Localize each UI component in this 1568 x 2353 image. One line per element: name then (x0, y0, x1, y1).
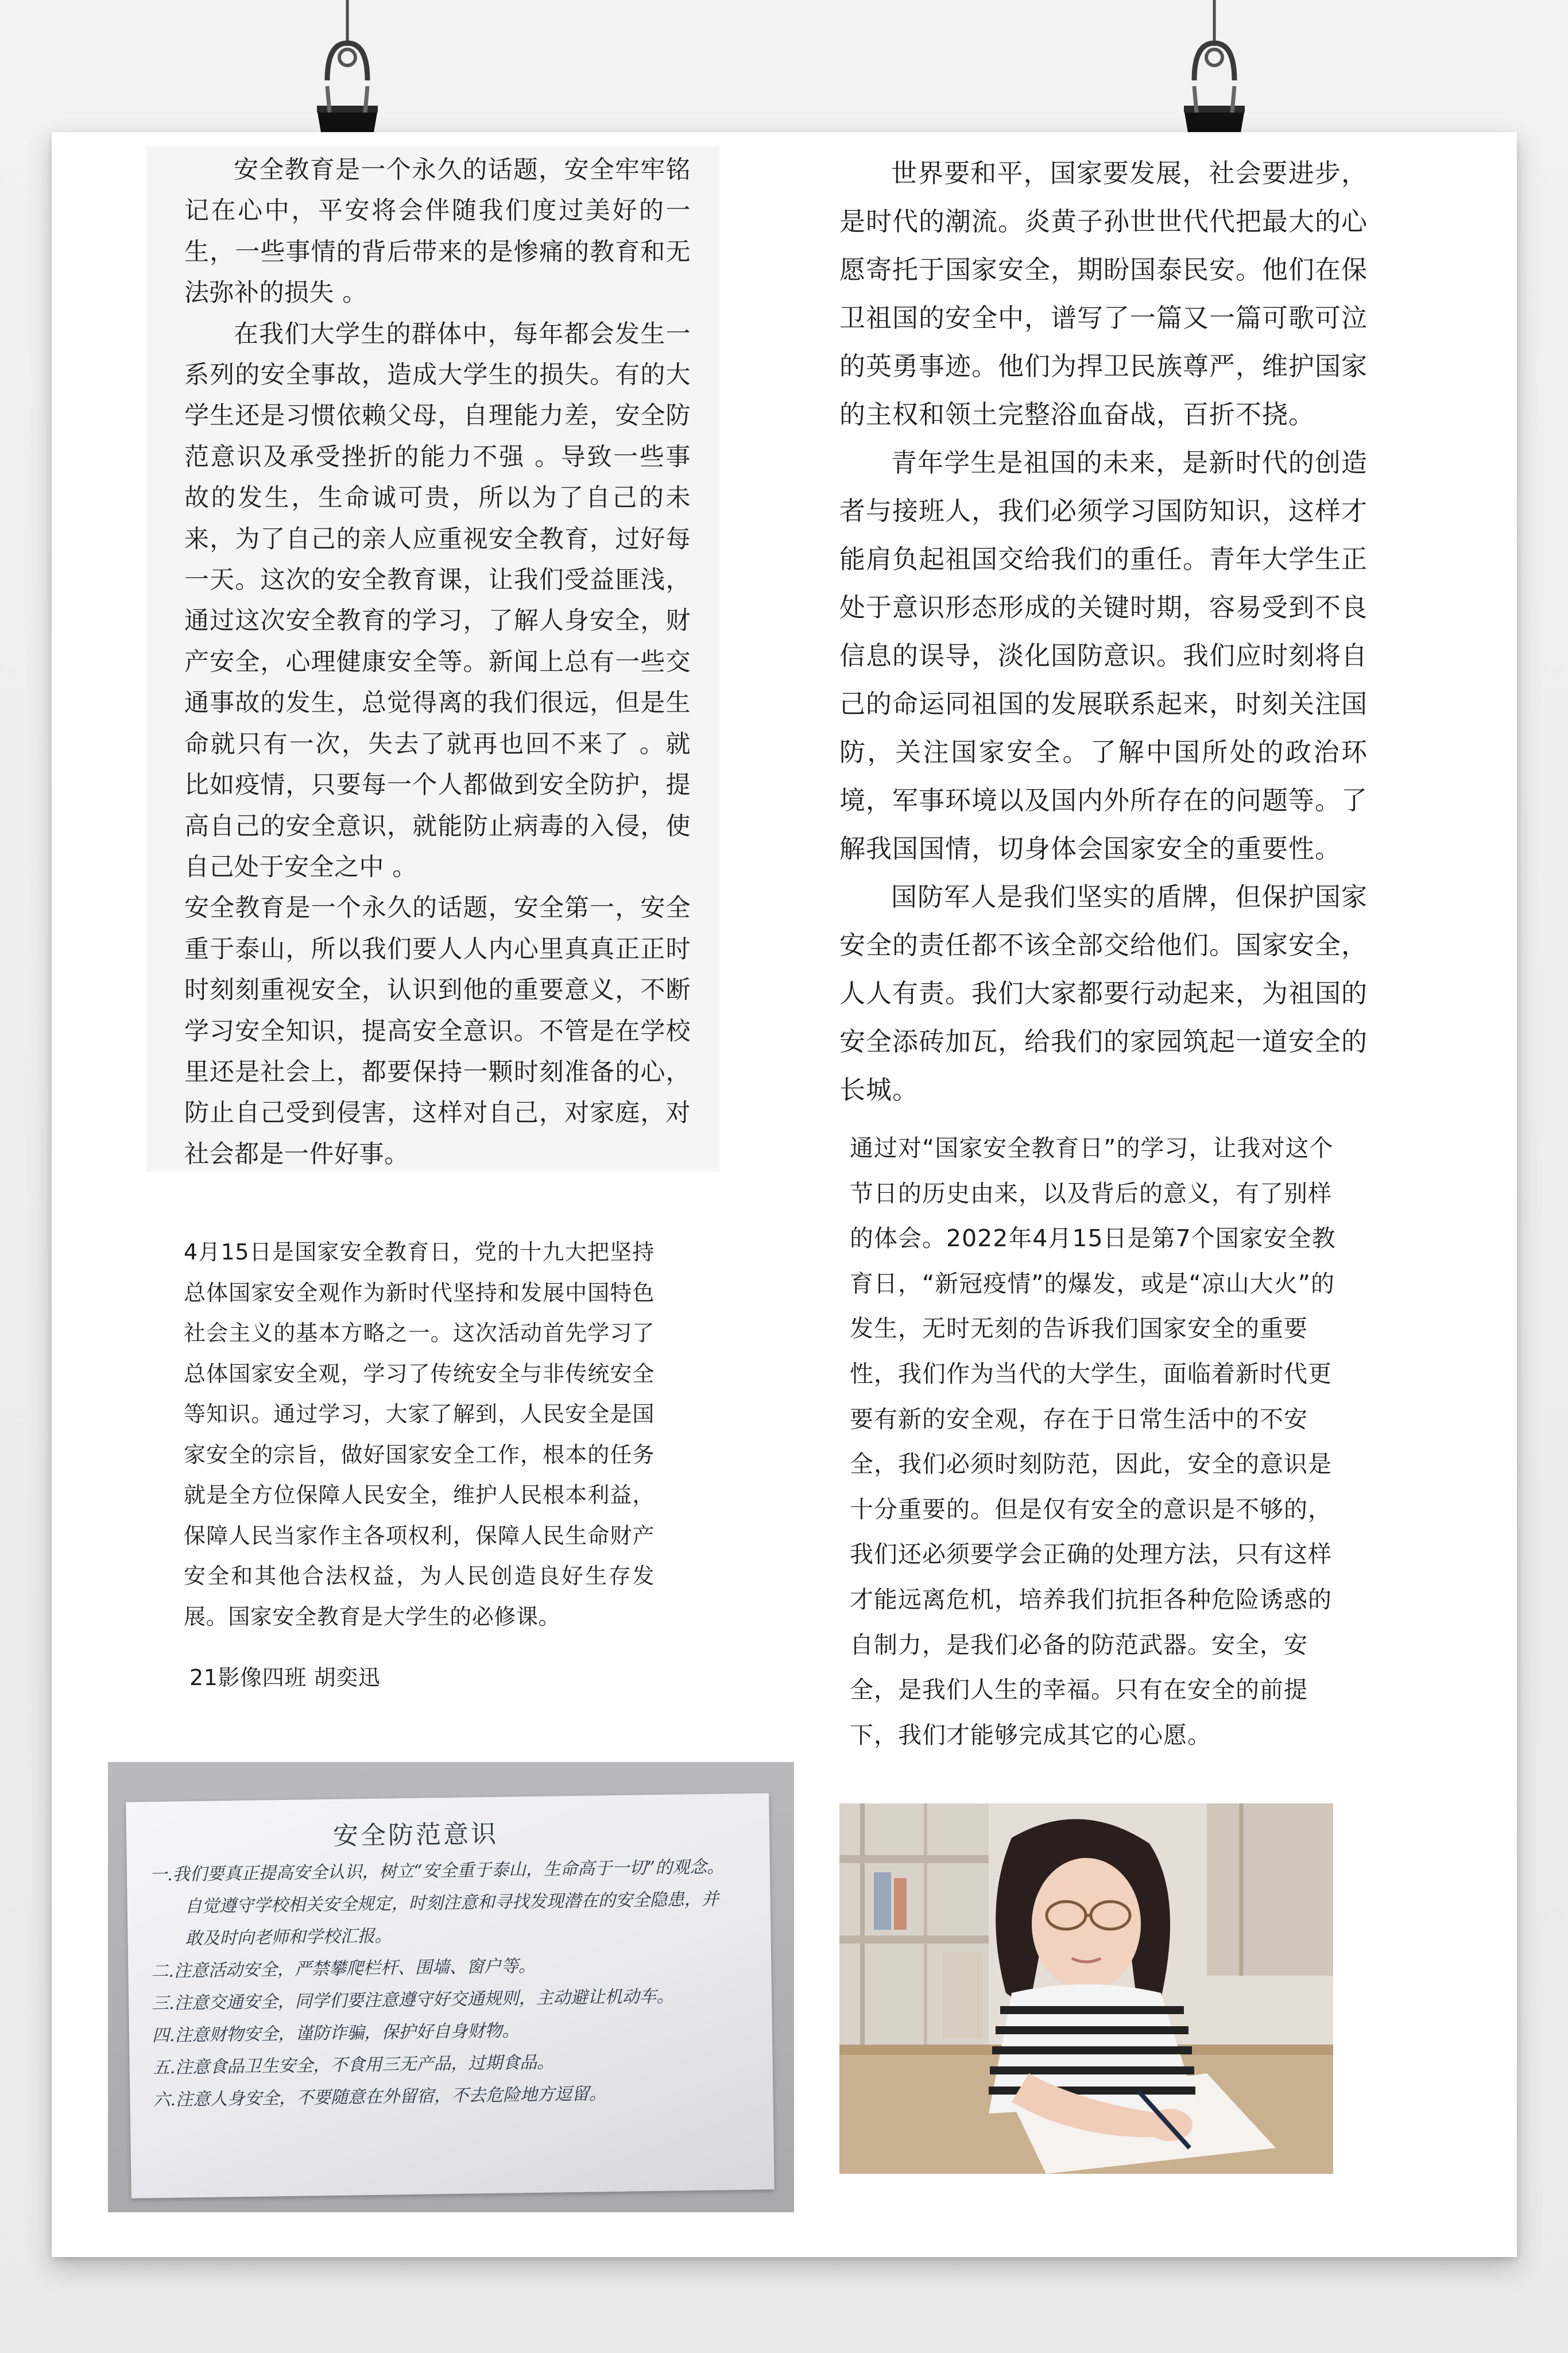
notes-line: 五.注意食品卫生安全，不食用三无产品，过期食品。 (152, 2052, 555, 2078)
paragraph: 通过对“国家安全教育日”的学习，让我对这个节日的历史由来，以及背后的意义，有了别样的体会。2022年4月15日是第7个国家安全教育日，“新冠疫情”的爆发，或是“凉山大火”的发生，无时无刻的告诉我们国家安全的重要性，我们作为当代的大学生，面临着新时代更要有新的安全观，存在于日常生活中的不安全，我们必须时刻防范，因此，安全的意识是十分重要的。但是仅有安全的意识是不够的，我们还必须要学会正确的处理方法，只有这样才能远离危机，培养我们抗拒各种危险诱惑的自制力，是我们必备的防范武器。安全，安全，是我们人生的幸福。只有在安全的前提下，我们才能够完成其它的心愿。 (850, 1134, 1336, 1749)
notes-title: 安全防范意识 (332, 1819, 499, 1851)
student-illustration (839, 1803, 1333, 2174)
notes-lines (150, 1850, 762, 2116)
paragraph: 在我们大学生的群体中，每年都会发生一系列的安全事故，造成大学生的损失。有的大学生还是习惯依赖父母，自理能力差，安全防范意识及承受挫折的能力不强 。导致一些事故的发生，生命诚可贵，所以为了自己的未来，为了自己的亲人应重视安全教育，过好每一天。这次的安全教育课，让我们受益匪浅，通过这次安全教育的学习，了解人身安全，财产安全，心理健康安全等。新闻上总有一些交通事故的发生，总觉得离的我们很远，但是生命就只有一次，失去了就再也回不来了 。就比如疫情，只要每一个人都做到安全防护，提高自己的安全意识，就能防止病毒的入侵，使自己处于安全之中 。 (184, 319, 691, 882)
student-writing-photo (839, 1803, 1333, 2174)
notes-line: 三.注意交通安全，同学们要注意遵守好交通规则，主动避让机动车。 (151, 1986, 674, 2014)
paragraph: 世界要和平，国家要发展，社会要进步，是时代的潮流。炎黄子孙世世代代把最大的心愿寄托于国家安全，期盼国泰民安。他们在保卫祖国的安全中，谱写了一篇又一篇可歌可泣的英勇事迹。他们为捍卫民族尊严，维护国家的主权和领土完整浴血奋战，百折不挠。 (839, 158, 1368, 430)
paragraph: 安全教育是一个永久的话题，安全第一，安全重于泰山，所以我们要人人内心里真真正正时时刻刻重视安全，认识到他的重要意义，不断学习安全知识，提高安全意识。不管是在学校里还是社会上，都要保持一颗时刻准备的心，防止自己受到侵害，这样对自己，对家庭，对社会都是一件好事。 (184, 894, 691, 1169)
author-signature: 21影像四班 胡奕迅 (189, 1665, 381, 1690)
binder-clip-right-icon (1171, 0, 1257, 144)
notes-line: 自觉遵守学校相关安全规定，时刻注意和寻找发现潜在的安全隐患，并 (184, 1889, 719, 1917)
notes-line: 敢及时向老师和学校汇报。 (185, 1926, 392, 1949)
notes-line: 六.注意人身安全，不要随意在外留宿，不去危险地方逗留。 (153, 2084, 607, 2111)
notes-line: 四.注意财物安全，谨防诈骗，保护好自身财物。 (152, 2020, 520, 2046)
paragraph: 4月15日是国家安全教育日，党的十九大把坚持总体国家安全观作为新时代坚持和发展中国特色社会主义的基本方略之一。这次活动首先学习了总体国家安全观，学习了传统安全与非传统安全等知识。通过学习，大家了解到，人民安全是国家安全的宗旨，做好国家安全工作，根本的任务就是全方位保障人民安全，维护人民根本利益，保障人民当家作主各项权利，保障人民生命财产安全和其他合法权益，为人民创造良好生存发展。国家安全教育是大学生的必修课。 (184, 1239, 655, 1629)
handwritten-notes-photo (108, 1762, 794, 2212)
notes-line: 二.注意活动安全，严禁攀爬栏杆、围墙、窗户等。 (151, 1956, 536, 1982)
essay-reflection (850, 1126, 1355, 1757)
notes-line: 一.我们要真正提高安全认识，树立“安全重于泰山，生命高于一切”的观念。 (149, 1857, 725, 1886)
essay-national-security (839, 149, 1368, 1114)
binder-clip-left-icon (304, 0, 390, 144)
paragraph: 国防军人是我们坚实的盾牌，但保护国家安全的责任都不该全部交给他们。国家安全，人人有责。我们大家都要行动起来，为祖国的安全添砖加瓦，给我们的家园筑起一道安全的长城。 (839, 882, 1368, 1105)
essay-safety-education (146, 146, 719, 1172)
essay-education-day (184, 1232, 655, 1698)
paragraph: 青年学生是祖国的未来，是新时代的创造者与接班人，我们必须学习国防知识，这样才能肩负起祖国交给我们的重任。青年大学生正处于意识形态形成的关键时期，容易受到不良信息的误导，淡化国防意识。我们应时刻将自己的命运同祖国的发展联系起来，时刻关注国防，关注国家安全。了解中国所处的政治环境，军事环境以及国内外所存在的问题等。了解我国国情，切身体会国家安全的重要性。 (839, 447, 1368, 864)
notes-paper (126, 1793, 775, 2199)
paragraph: 安全教育是一个永久的话题，安全牢牢铭记在心中，平安将会伴随我们度过美好的一生，一些事情的背后带来的是惨痛的教育和无法弥补的损失 。 (184, 156, 691, 308)
